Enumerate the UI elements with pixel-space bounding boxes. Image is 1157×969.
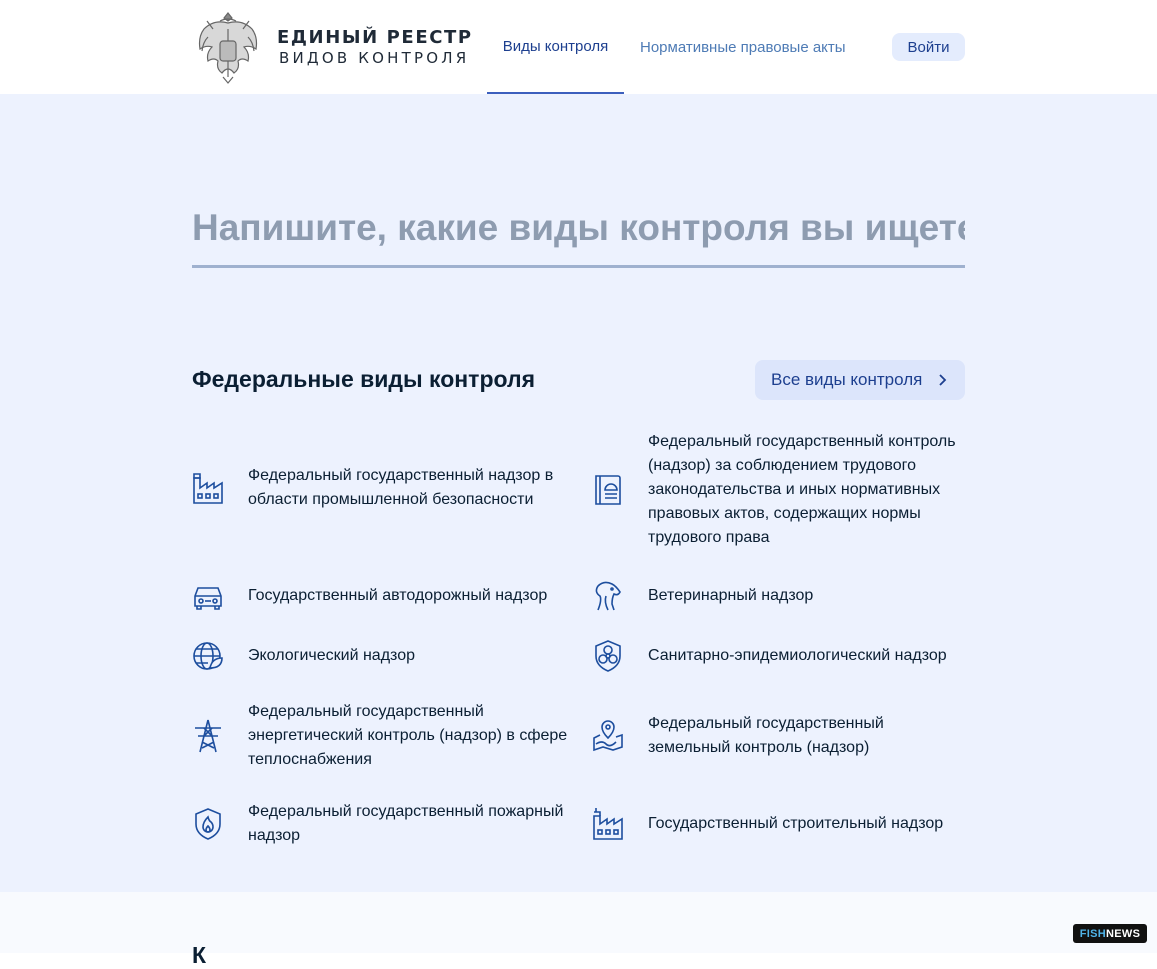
item-label: Федеральный государственный контроль (надзор) за соблюдением трудового законодательства и иных нормативных правовых актов, содержащих нормы трудового права <box>648 433 956 546</box>
list-item[interactable] <box>592 806 965 842</box>
next-section <box>0 892 1157 968</box>
list-item[interactable] <box>192 638 572 674</box>
watermark-part2: NEWS <box>1106 927 1141 940</box>
all-control-types-button[interactable] <box>755 360 965 400</box>
list-item[interactable] <box>192 700 572 772</box>
fire-shield-icon <box>192 806 224 842</box>
site-header <box>0 0 1157 94</box>
list-item[interactable] <box>592 428 965 552</box>
search-input[interactable] <box>192 202 965 254</box>
labor-book-icon <box>592 472 624 508</box>
coat-of-arms-icon <box>193 7 263 87</box>
list-item[interactable] <box>192 578 572 614</box>
nav-tab-legal-acts[interactable]: Нормативные правовые акты <box>640 38 846 56</box>
list-item[interactable] <box>592 578 965 614</box>
logo-title: ЕДИНЫЙ РЕЕСТР <box>277 27 473 48</box>
list-item[interactable] <box>592 712 965 760</box>
factory-icon <box>192 470 224 506</box>
car-icon <box>192 578 224 614</box>
item-label: Федеральный государственный пожарный надзор <box>248 803 564 844</box>
nav-tab-control-types[interactable]: Виды контроля <box>487 0 624 94</box>
biohazard-shield-icon <box>592 638 624 674</box>
map-pin-icon <box>592 718 624 754</box>
list-item[interactable] <box>192 464 572 512</box>
registry-logo[interactable] <box>193 7 473 87</box>
item-label: Федеральный государственный земельный контроль (надзор) <box>648 715 884 756</box>
globe-leaf-icon <box>192 638 224 674</box>
list-item[interactable] <box>592 638 965 674</box>
chevron-right-icon <box>934 372 950 388</box>
search-box <box>192 202 965 268</box>
item-label: Государственный строительный надзор <box>648 815 944 832</box>
power-tower-icon <box>192 718 224 754</box>
item-label: Экологический надзор <box>248 647 415 664</box>
section-title: Федеральные виды контроля <box>192 366 536 392</box>
fishnews-watermark <box>1073 924 1147 943</box>
logo-subtitle: ВИДОВ КОНТРОЛЯ <box>279 49 470 67</box>
main-content <box>0 94 1157 892</box>
dog-icon <box>592 578 624 614</box>
login-button[interactable]: Войти <box>892 33 965 61</box>
list-item[interactable] <box>192 800 572 848</box>
item-label: Ветеринарный надзор <box>648 587 814 604</box>
watermark-part1: FISH <box>1079 927 1107 940</box>
item-label: Государственный автодорожный надзор <box>248 587 548 604</box>
item-label: Федеральный государственный надзор в области промышленной безопасности <box>248 467 554 508</box>
item-label: Санитарно-эпидемиологический надзор <box>648 647 947 664</box>
item-label: Федеральный государственный энергетический контроль (надзор) в сфере теплоснабжения <box>248 703 568 768</box>
all-control-types-label: Все виды контроля <box>771 370 923 389</box>
next-section-title: К <box>192 942 207 968</box>
construction-icon <box>592 806 624 842</box>
